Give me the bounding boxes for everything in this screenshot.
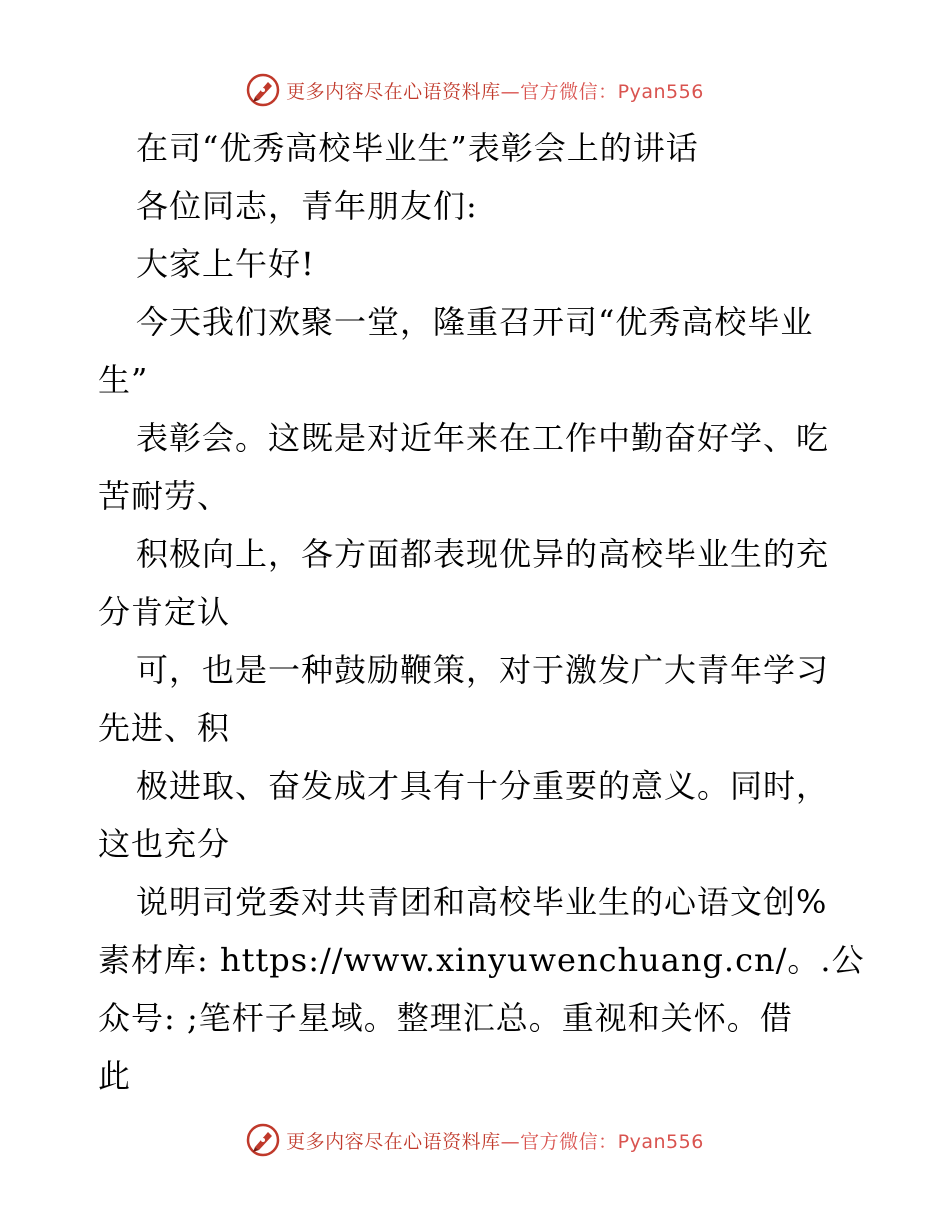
text-line: 先进、积 [98, 709, 231, 747]
text-line: 积极向上，各方面都表现优异的高校毕业生的充 [136, 535, 830, 573]
banner-separator: — [500, 1130, 521, 1153]
header-banner [0, 70, 950, 110]
text-line: 各位同志，青年朋友们: [136, 187, 478, 225]
text-line: 极进取、奋发成才具有十分重要的意义。同时， [136, 767, 830, 805]
text-line: 此 [98, 1057, 132, 1095]
text-line: 生” [98, 361, 149, 399]
banner-wechat: 官方微信：Pyan556 [520, 1130, 704, 1153]
banner-wechat: 官方微信：Pyan556 [520, 80, 704, 103]
text-line: 表彰会。这既是对近年来在工作中勤奋好学、吃 [136, 419, 830, 457]
text-line: 今天我们欢聚一堂，隆重召开司“优秀高校毕业 [136, 303, 814, 341]
text-line: 说明司党委对共青团和高校毕业生的心语文创% [136, 883, 828, 921]
text-line: 大家上午好! [136, 245, 315, 283]
text-line: 可，也是一种鼓励鞭策，对于激发广大青年学习 [136, 651, 830, 689]
footer-banner-inner [246, 1123, 704, 1157]
text-line: 素材库: https://www.xinyuwenchuang.cn/。.公 [98, 941, 865, 979]
banner-separator: — [500, 80, 521, 103]
header-banner-inner [246, 73, 704, 107]
text-line: 苦耐劳、 [98, 477, 231, 515]
pen-logo-icon [246, 73, 280, 107]
text-line: 这也充分 [98, 825, 231, 863]
document-title: 在司“优秀高校毕业生”表彰会上的讲话 [136, 129, 699, 167]
footer-banner [0, 1120, 950, 1160]
banner-site-name: 更多内容尽在心语资料库 [286, 1130, 501, 1153]
text-line: 分肯定认 [98, 593, 231, 631]
pen-logo-icon [246, 1123, 280, 1157]
text-line: 众号: ;笔杆子星域。整理汇总。重视和关怀。借 [98, 999, 793, 1037]
banner-site-name: 更多内容尽在心语资料库 [286, 80, 501, 103]
banner-text [286, 1127, 704, 1154]
banner-text [286, 77, 704, 104]
